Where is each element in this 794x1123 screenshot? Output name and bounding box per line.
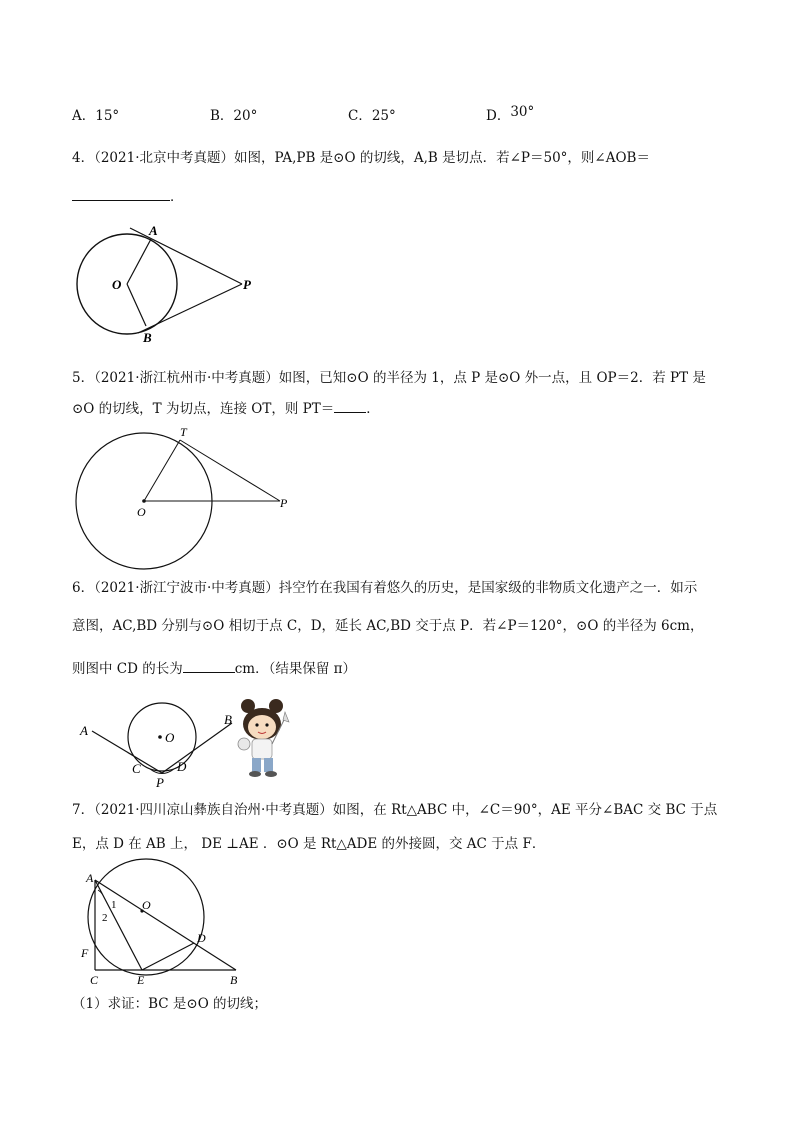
q4-answer-blank: [72, 186, 170, 201]
q6-center-dot: [158, 735, 162, 739]
q6-line-ap: [92, 731, 162, 773]
q4-label-a: A: [149, 223, 158, 238]
q7-label-c: C: [90, 973, 99, 987]
q4-label-b: B: [143, 330, 152, 345]
q6-line3-end: cm．（结果保留 π）: [234, 661, 357, 677]
q6-label-a: A: [80, 723, 88, 738]
q7-line-de: [142, 943, 194, 970]
q5-label-t: T: [180, 425, 187, 439]
q7-figure: [78, 864, 258, 990]
q5-segment-tp: [180, 440, 280, 501]
q6-label-d: D: [177, 759, 187, 774]
q6-text-line3: [72, 658, 356, 679]
q7-label-a: A: [86, 871, 94, 885]
q5-label-p: P: [280, 496, 288, 510]
q5-line2-main: ⊙O 的切线，T 为切点，连接 OT，则 PT＝: [72, 401, 335, 417]
q4-text-line1: 4．（2021·北京中考真题）如图，PA,PB 是⊙O 的切线，A,B 是切点．若∠P＝50°，则∠AOB＝: [72, 150, 650, 166]
option-a: A．15°: [72, 108, 120, 124]
q4-text-line2: [72, 186, 184, 207]
q7-label-o: O: [142, 898, 151, 912]
q6-text-line2: 意图，AC,BD 分别与⊙O 相切于点 C，D，延长 AC,BD 交于点 P．若∠P＝120°，⊙O 的半径为 6cm，: [72, 618, 704, 634]
q6-text-line1: 6．（2021·浙江宁波市·中考真题）抖空竹在我国有着悠久的历史，是国家级的非物质文化遗产之一．如示: [72, 580, 698, 596]
q5-text-line2: [72, 398, 380, 419]
q6-figure: [80, 694, 320, 794]
q6-cartoon-girl-image: [238, 699, 289, 777]
q7-text-line2: E，点 D 在 AB 上， DE ⊥AE ．⊙O 是 Rt△ADE 的外接圆，交 AC 于点 F．: [72, 836, 546, 852]
q7-text-line1: 7．（2021·四川凉山彝族自治州·中考真题）如图，在 Rt△ABC 中，∠C＝90°，AE 平分∠BAC 交 BC 于点: [72, 802, 718, 818]
q4-label-p: P: [243, 277, 251, 292]
q5-label-o: O: [137, 505, 146, 519]
q4-line2-end: ．: [170, 189, 184, 205]
q4-label-o: O: [112, 277, 122, 292]
option-b: B．20°: [210, 108, 258, 124]
q7-sub1: （1）求证：BC 是⊙O 的切线；: [72, 996, 268, 1012]
q7-line-ab: [95, 880, 236, 970]
q5-text-line1: 5．（2021·浙江杭州市·中考真题）如图，已知⊙O 的半径为 1，点 P 是⊙O 外一点，且 OP＝2．若 PT 是: [72, 370, 706, 386]
q6-answer-blank: [183, 658, 235, 673]
q6-label-c: C: [132, 761, 141, 776]
option-d: [486, 106, 534, 126]
option-c: C．25°: [348, 108, 396, 124]
q5-segment-ot: [144, 440, 180, 501]
q7-label-f: F: [81, 946, 89, 960]
q5-center-dot: [142, 499, 146, 503]
q4-tangent-pb: [138, 284, 242, 333]
option-d-value: 30°: [510, 104, 535, 120]
q7-label-d: D: [197, 931, 206, 945]
option-d-letter: D．: [486, 108, 511, 124]
q6-line3-main: 则图中 CD 的长为: [72, 661, 183, 677]
q6-label-b: B: [224, 712, 232, 727]
q6-label-p: P: [156, 775, 164, 790]
q4-radius-ob: [127, 284, 146, 326]
q4-tangent-pa: [130, 228, 242, 284]
q6-label-o: O: [165, 730, 175, 745]
q5-line2-end: ．: [366, 401, 380, 417]
q7-label-1: 1: [111, 899, 117, 911]
q4-figure: [70, 220, 270, 350]
q7-label-e: E: [137, 973, 145, 987]
q5-figure: [74, 424, 304, 569]
q4-radius-oa: [127, 239, 151, 284]
q7-label-b: B: [230, 973, 238, 987]
q5-answer-blank: [334, 398, 366, 413]
q7-label-2: 2: [102, 912, 108, 924]
